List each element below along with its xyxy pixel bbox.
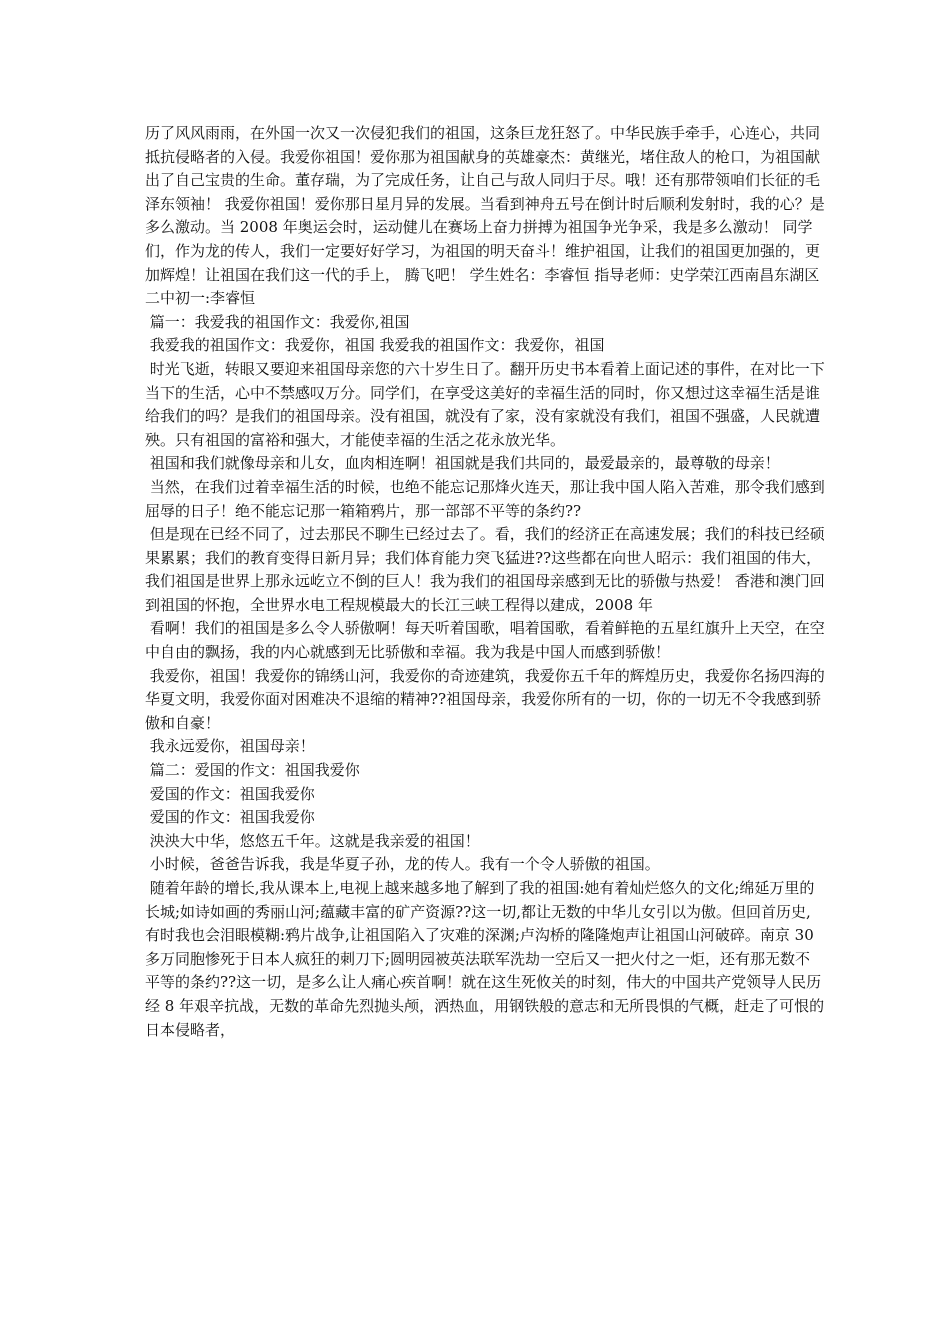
paragraph: 我爱你，祖国！我爱你的锦绣山河，我爱你的奇迹建筑，我爱你五千年的辉煌历史，我爱你名扬四海的华夏文明，我爱你面对困难决不退缩的精神??祖国母亲，我爱你所有的一切，你的一切无不令我感到骄傲和自豪！ bbox=[145, 666, 825, 732]
paragraph: 当然，在我们过着幸福生活的时候，也绝不能忘记那烽火连天，那让我中国人陷入苦难，那令我们感到屈辱的日子！绝不能忘记那一箱箱鸦片，那一部部不平等的条约?? bbox=[145, 477, 825, 520]
paragraph: 看啊！我们的祖国是多么令人骄傲啊！每天听着国歌，唱着国歌，看着鲜艳的五星红旗升上天空，在空中自由的飘扬，我的内心就感到无比骄傲和幸福。我为我是中国人而感到骄傲！ bbox=[145, 619, 825, 662]
paragraph: 我永远爱你，祖国母亲！ bbox=[145, 737, 315, 756]
section-heading: 篇一：我爱我的祖国作文：我爱你,祖国 bbox=[145, 312, 410, 331]
section-heading: 篇二：爱国的作文：祖国我爱你 bbox=[145, 761, 360, 780]
paragraph: 但是现在已经不同了，过去那民不聊生已经过去了。看，我们的经济正在高速发展；我们的科技已经硕果累累；我们的教育变得日新月异；我们体育能力突飞猛进??这些都在向世人昭示：我们祖国的伟大，我们祖国是世界上那永远屹立不倒的巨人！我为我们的祖国母亲感到无比的骄傲与热爱！ 香港和澳门回到祖国的怀抱，全世界水电工程规模最大的长江三峡工程得以建成，2008 年 bbox=[145, 525, 825, 614]
paragraph: 时光飞逝，转眼又要迎来祖国母亲您的六十岁生日了。翻开历史书本看着上面记述的事件，在对比一下当下的生活，心中不禁感叹万分。同学们，在享受这美好的幸福生活的同时，你又想过这幸福生活是谁给我们的吗？是我们的祖国母亲。没有祖国，就没有了家，没有家就没有我们，祖国不强盛，人民就遭殃。只有祖国的富裕和强大，才能使幸福的生活之花永放光华。 bbox=[145, 359, 825, 449]
section-subtitle: 爱国的作文：祖国我爱你 bbox=[145, 808, 315, 827]
section-subtitle: 爱国的作文：祖国我爱你 bbox=[145, 784, 315, 803]
paragraph: 泱泱大中华，悠悠五千年。这就是我亲爱的祖国！ bbox=[145, 831, 480, 850]
section-subtitle: 我爱我的祖国作文：我爱你，祖国 我爱我的祖国作文：我爱你，祖国 bbox=[145, 336, 605, 355]
paragraph: 随着年龄的增长,我从课本上,电视上越来越多地了解到了我的祖国:她有着灿烂悠久的文化;绵延万里的长城;如诗如画的秀丽山河;蕴藏丰富的矿产资源??这一切,都让无数的中华儿女引以为傲。但回首历史,有时我也会泪眼模糊:鸦片战争,让祖国陷入了灾难的深渊;卢沟桥的隆隆炮声让祖国山河破碎。南京 30 多万同胞惨死于日本人疯狂的刺刀下;圆明园被英法联军洗劫一空后又一把火付之一炬，还有那无数不平等的条约??这一切，是多么让人痛心疾首啊！就在这生死攸关的时刻，伟大的中国共产党领导人民历经 8 年艰辛抗战，无数的革命先烈抛头颅，洒热血，用钢铁般的意志和无所畏惧的气概，赶走了可恨的日本侵略者， bbox=[145, 879, 825, 1039]
paragraph: 历了风风雨雨，在外国一次又一次侵犯我们的祖国，这条巨龙狂怒了。中华民族手牵手，心连心，共同抵抗侵略者的入侵。我爱你祖国！爱你那为祖国献身的英雄豪杰：黄继光，堵住敌人的枪口，为祖国献出了自己宝贵的生命。董存瑞，为了完成任务，让自己与敌人同归于尽。哦！还有那带领咱们长征的毛泽东领袖！ 我爱你祖国！爱你那日星月异的发展。当看到神舟五号在倒计时后顺利发射时，我的心？是多么激动。当 2008 年奥运会时，运动健儿在赛场上奋力拼搏为祖国争光争采，我是多么激动！ 同学们，作为龙的传人，我们一定要好好学习，为祖国的明天奋斗！维护祖国，让我们的祖国更加强的，更加辉煌！让祖国在我们这一代的手上， 腾飞吧！ 学生姓名：李睿恒 指导老师：史学荣江西南昌东湖区二中初一:李睿恒 bbox=[145, 124, 825, 308]
document-body bbox=[145, 122, 825, 1042]
paragraph: 小时候，爸爸告诉我，我是华夏子孙，龙的传人。我有一个令人骄傲的祖国。 bbox=[145, 855, 660, 874]
paragraph: 祖国和我们就像母亲和儿女，血肉相连啊！祖国就是我们共同的，最爱最亲的，最尊敬的母亲！ bbox=[145, 454, 780, 473]
